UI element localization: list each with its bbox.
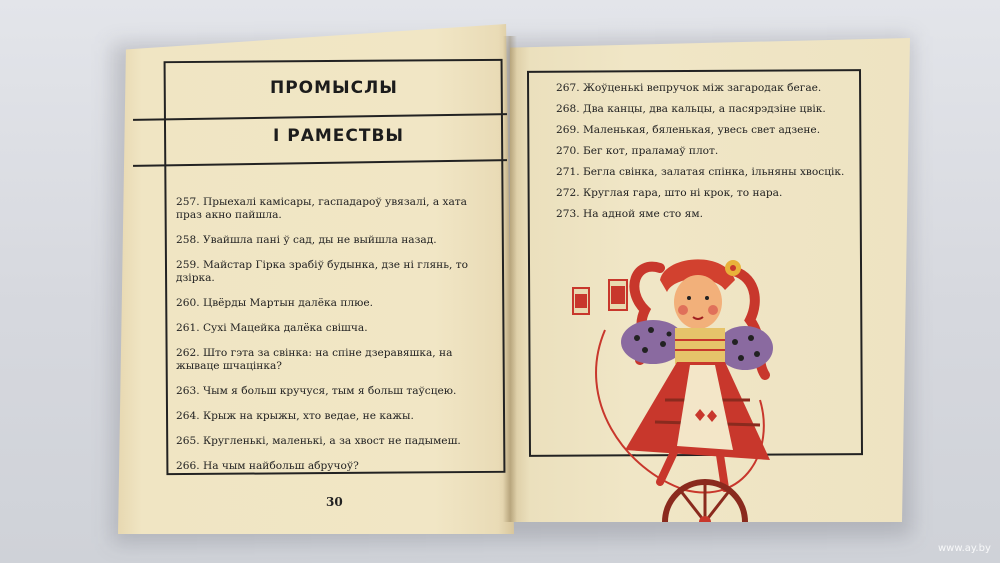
riddle-269: 269. Маленькая, бяленькая, увесь свет адзене. <box>556 124 821 136</box>
section-title-line1: ПРОМЫСЛЫ <box>270 78 398 98</box>
left-riddle-list <box>176 196 496 485</box>
riddle-257: 257. Прыехалі камісары, гаспадароў увязалі, а хата праз акно пайшла. <box>176 196 467 221</box>
right-riddle-list <box>556 82 856 229</box>
riddle-262: 262. Што гэта за свінка: на спіне дзеравяшка, на жываце шчацінка? <box>176 347 453 372</box>
face <box>674 275 722 329</box>
riddle-271: 271. Бегла свінка, залатая спінка, ільняны хвосцік. <box>556 166 845 178</box>
riddle-272: 272. Круглая гара, што ні крок, то нара. <box>556 187 783 199</box>
riddle-270: 270. Бег кот, праламаў плот. <box>556 145 719 157</box>
spool-icon <box>573 280 627 314</box>
section-title-line2: І РАМЕСТВЫ <box>273 126 405 146</box>
riddle-264: 264. Крыж на крыжы, хто ведае, не кажы. <box>176 410 414 422</box>
spinner-girl-illustration <box>565 250 795 522</box>
riddle-258: 258. Увайшла пані ў сад, ды не выйшла назад. <box>176 234 437 246</box>
riddle-273: 273. На адной яме сто ям. <box>556 208 703 220</box>
riddle-267: 267. Жоўценькі вепручок між загародак бегае. <box>556 82 822 94</box>
riddle-265: 265. Кругленькі, маленькі, а за хвост не падымеш. <box>176 435 461 447</box>
riddle-263: 263. Чым я больш кручуся, тым я больш таўсцею. <box>176 385 457 397</box>
riddle-266: 266. На чым найбольш абручоў? <box>176 460 359 472</box>
riddle-259: 259. Майстар Гірка зрабіў будынка, дзе ні глянь, то дзірка. <box>176 259 468 284</box>
riddle-261: 261. Сухі Мацейка далёка свішча. <box>176 322 368 334</box>
bodice <box>675 328 725 364</box>
riddle-268: 268. Два канцы, два кальцы, а пасярэдзіне цвік. <box>556 103 826 115</box>
page-number: 30 <box>326 495 343 509</box>
riddle-260: 260. Цвёрды Мартын далёка плюе. <box>176 297 373 309</box>
watermark: www.ay.by <box>938 543 991 554</box>
